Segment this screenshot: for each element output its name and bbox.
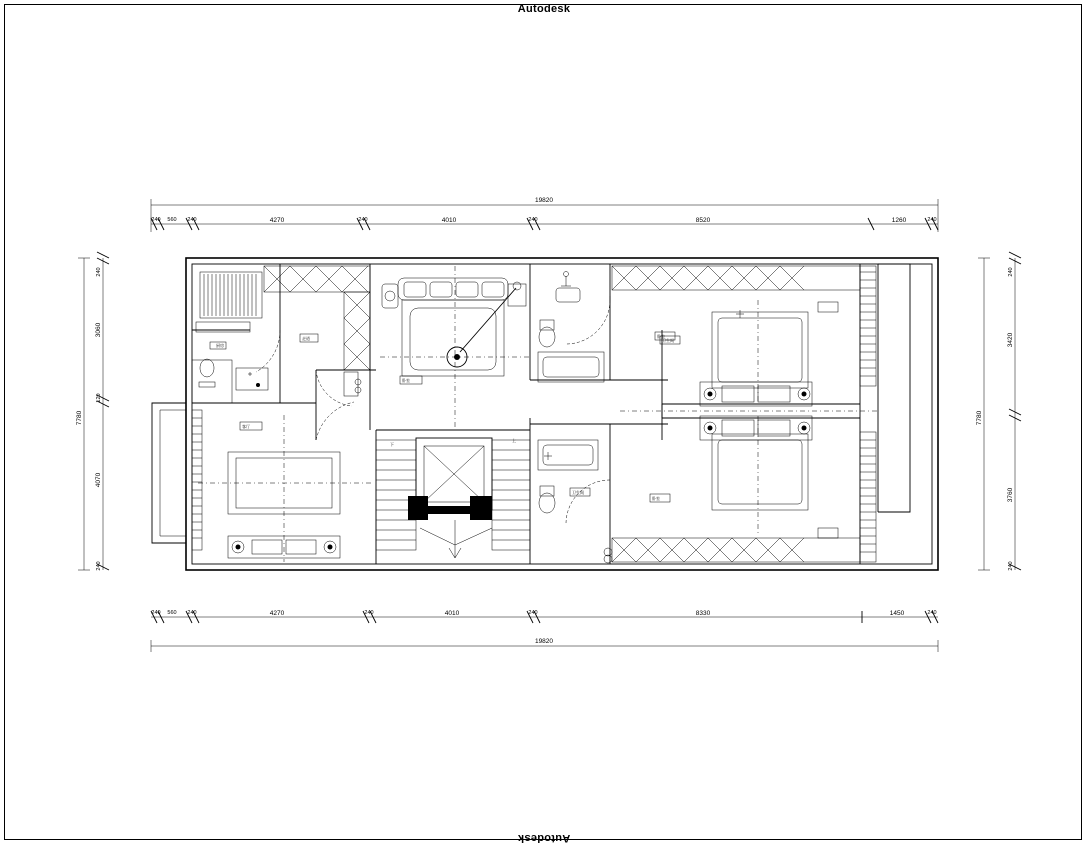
- dim-right-3: 3760: [1007, 487, 1014, 503]
- dim-top-6: 4010: [441, 217, 457, 224]
- tag-bedroom1-label: 卧室: [402, 378, 410, 383]
- dim-right-overall: 7780: [976, 410, 983, 426]
- dim-bottom-7: 240: [528, 610, 538, 616]
- building-walls: [152, 258, 938, 570]
- dim-top-2: 560: [167, 217, 177, 223]
- dim-left-4: 4070: [95, 472, 102, 488]
- watermark-top: Autodesk: [517, 3, 571, 15]
- watermark-bottom: Autodesk: [517, 832, 571, 844]
- dim-right-4: 240: [1008, 561, 1014, 571]
- top-dimension-group: [151, 197, 938, 232]
- stair-core: [376, 437, 530, 558]
- stair-down-label: 下: [390, 442, 394, 447]
- hatched-cabinet-bands: [192, 266, 876, 562]
- dim-bottom-5: 240: [364, 610, 374, 616]
- bathroom-upper: [538, 272, 680, 383]
- dim-left-2: 3060: [95, 322, 102, 338]
- dim-top-10: 240: [927, 217, 937, 223]
- dim-bottom-3: 240: [187, 610, 197, 616]
- dim-bottom-4: 4270: [269, 610, 285, 617]
- dim-top-1: 240: [151, 217, 161, 223]
- dim-top-4: 4270: [269, 217, 285, 224]
- tag-bath1-label: 卫生间: [662, 338, 674, 343]
- dim-bottom-10: 240: [927, 610, 937, 616]
- dim-bottom-6: 4010: [444, 610, 460, 617]
- dim-right-2: 3420: [1007, 332, 1014, 348]
- bathroom-lower: [538, 440, 612, 563]
- dim-bottom-1: 240: [151, 610, 161, 616]
- dim-bottom-overall: 19820: [534, 638, 554, 645]
- dim-left-1: 240: [96, 267, 102, 277]
- dim-left-5: 240: [96, 561, 102, 571]
- living-room: [198, 415, 372, 562]
- dim-bottom-8: 8330: [695, 610, 711, 617]
- tag-bath2-label: 卫生间: [572, 490, 584, 495]
- left-dimension-group: [76, 252, 109, 571]
- master-bedroom: [380, 266, 530, 430]
- dim-bottom-9: 1450: [889, 610, 905, 617]
- dim-left-overall: 7780: [76, 410, 83, 426]
- bedroom-right-upper: [655, 300, 838, 406]
- dim-left-3: 120: [96, 393, 102, 403]
- tag-living-label: 客厅: [242, 424, 250, 429]
- dim-top-8: 8520: [695, 217, 711, 224]
- dim-top-9: 1260: [891, 217, 907, 224]
- right-dimension-group: [976, 252, 1021, 571]
- corridor-area: [300, 334, 361, 440]
- dim-top-overall: 19820: [534, 197, 554, 204]
- dim-top-5: 240: [358, 217, 368, 223]
- kitchen-fixtures: [196, 272, 280, 390]
- dim-bottom-2: 560: [167, 610, 177, 616]
- tag-corridor-label: 走道: [302, 336, 310, 341]
- stair-up-label: 上: [512, 438, 516, 443]
- dim-top-3: 240: [187, 217, 197, 223]
- tag-bedroom3-label: 卧室: [652, 496, 660, 501]
- dim-top-7: 240: [528, 217, 538, 223]
- tag-kitchen-label: 厨房: [216, 343, 224, 348]
- bottom-dimension-group: [151, 610, 938, 652]
- bedroom-right-lower: [650, 416, 838, 538]
- dim-right-1: 240: [1008, 267, 1014, 277]
- tag-bedroom2-label: 卧室: [657, 334, 665, 339]
